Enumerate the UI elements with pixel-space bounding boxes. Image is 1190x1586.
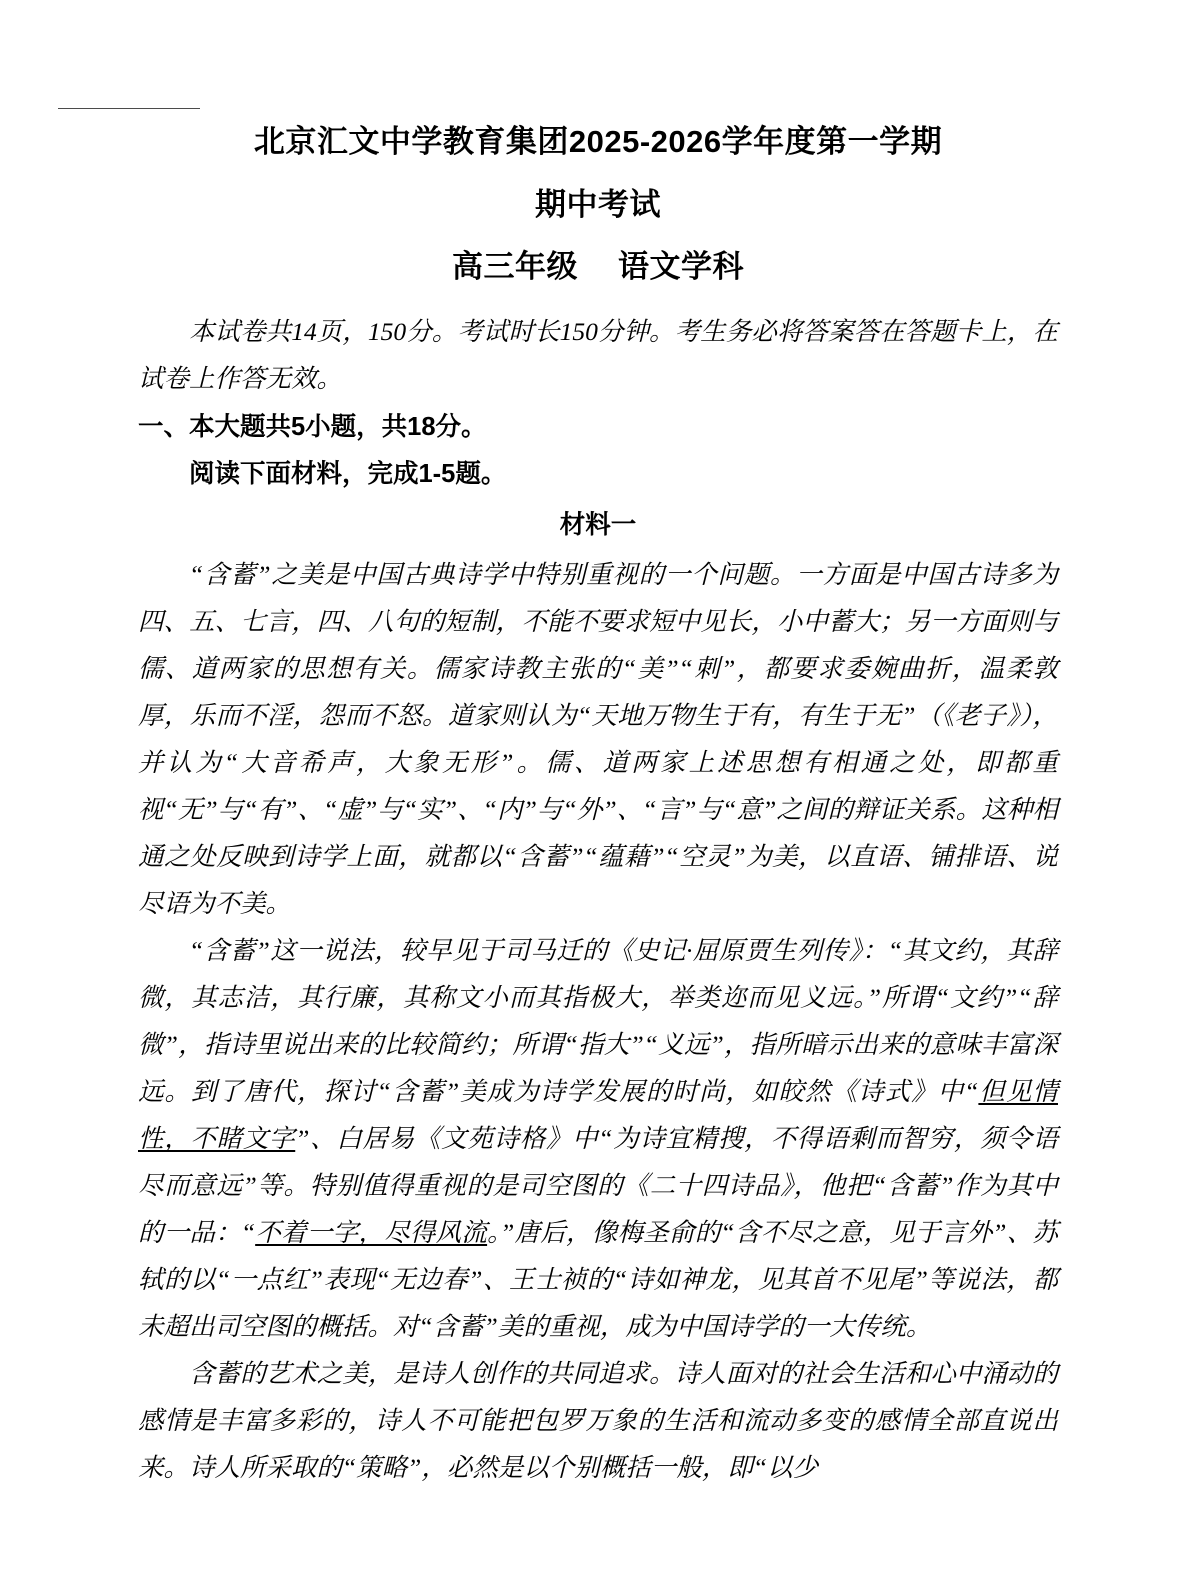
text-run: ”、白居易《文苑诗格》中“为诗宜精搜，不得语剩而智穷，须令语尽而意远”等。特别值得重视的是司空图的《二十四诗品》，他把“含蓄”作为其中的一品：“: [138, 1123, 1058, 1247]
grade-label: 高三年级: [452, 249, 578, 285]
exam-type-title: 期中考试: [535, 186, 661, 222]
text-run: 含蓄的艺术之美，是诗人创作的共同追求。诗人面对的社会生活和心中涌动的感情是丰富多彩的，诗人不可能把包罗万象的生活和流动多变的感情全部直说出来。诗人所采取的“策略”，必然是以个别概括一般，即“以少: [138, 1358, 1058, 1482]
paragraph: [138, 927, 1058, 1350]
page-title: 北京汇文中学教育集团2025-2026学年度第一学期: [253, 124, 943, 159]
paragraph: [138, 1350, 1058, 1491]
text-run: 。”唐后，像梅圣俞的“含不尽之意，见于言外”、苏轼的以“一点红”表现“无边春”、王士祯的“诗如神龙，见其首不见尾”等说法，都未超出司空图的概括。对“含蓄”美的重视，成为中国诗学的一大传统。: [138, 1217, 1058, 1341]
exam-instructions: 本试卷共14页，150分。考试时长150分钟。考生务必将答案答在答题卡上，在试卷上作答无效。: [138, 316, 1058, 393]
grade-subject-line: [138, 249, 1058, 286]
underlined-quote: 不着一字，尽得风流: [255, 1217, 488, 1247]
section-one-heading: 一、本大题共5小题，共18分。: [138, 412, 487, 441]
section-one-sub-instruction: 阅读下面材料，完成1-5题。: [189, 459, 507, 488]
text-run: “含蓄”这一说法，较早见于司马迁的《史记·屈原贾生列传》：“其文约，其辞微，其志洁，其行廉，其称文小而其指极大，举类迩而见义远。”所谓“文约”“辞微”，指诗里说出来的比较简约；所谓“指大”“义远”，指所暗示出来的意味丰富深远。到了唐代，探讨“含蓄”美成为诗学发展的时尚，如皎然《诗式》中“: [138, 935, 1058, 1106]
material-one-body: [138, 551, 1058, 1491]
subject-label: 语文学科: [618, 249, 744, 285]
underlined-quote: 但见情性，不睹文字: [138, 1076, 1058, 1153]
page-content: [138, 124, 1058, 1491]
text-run: “含蓄”之美是中国古典诗学中特别重视的一个问题。一方面是中国古诗多为四、五、七言，四、八句的短制，不能不要求短中见长，小中蓄大；另一方面则与儒、道两家的思想有关。儒家诗教主张的“美”“刺”，都要求委婉曲折，温柔敦厚，乐而不淫，怨而不怒。道家则认为“天地万物生于有，有生于无”（《老子》），并认为“大音希声，大象无形”。儒、道两家上述思想有相通之处，即都重视“无”与“有”、“虚”与“实”、“内”与“外”、“言”与“意”之间的辩证关系。这种相通之处反映到诗学上面，就都以“含蓄”“蕴藉”“空灵”为美，以直语、铺排语、说尽语为不美。: [138, 559, 1058, 918]
material-one-label: 材料一: [559, 510, 637, 539]
paragraph: [138, 551, 1058, 927]
margin-binding-rule: [58, 108, 200, 109]
